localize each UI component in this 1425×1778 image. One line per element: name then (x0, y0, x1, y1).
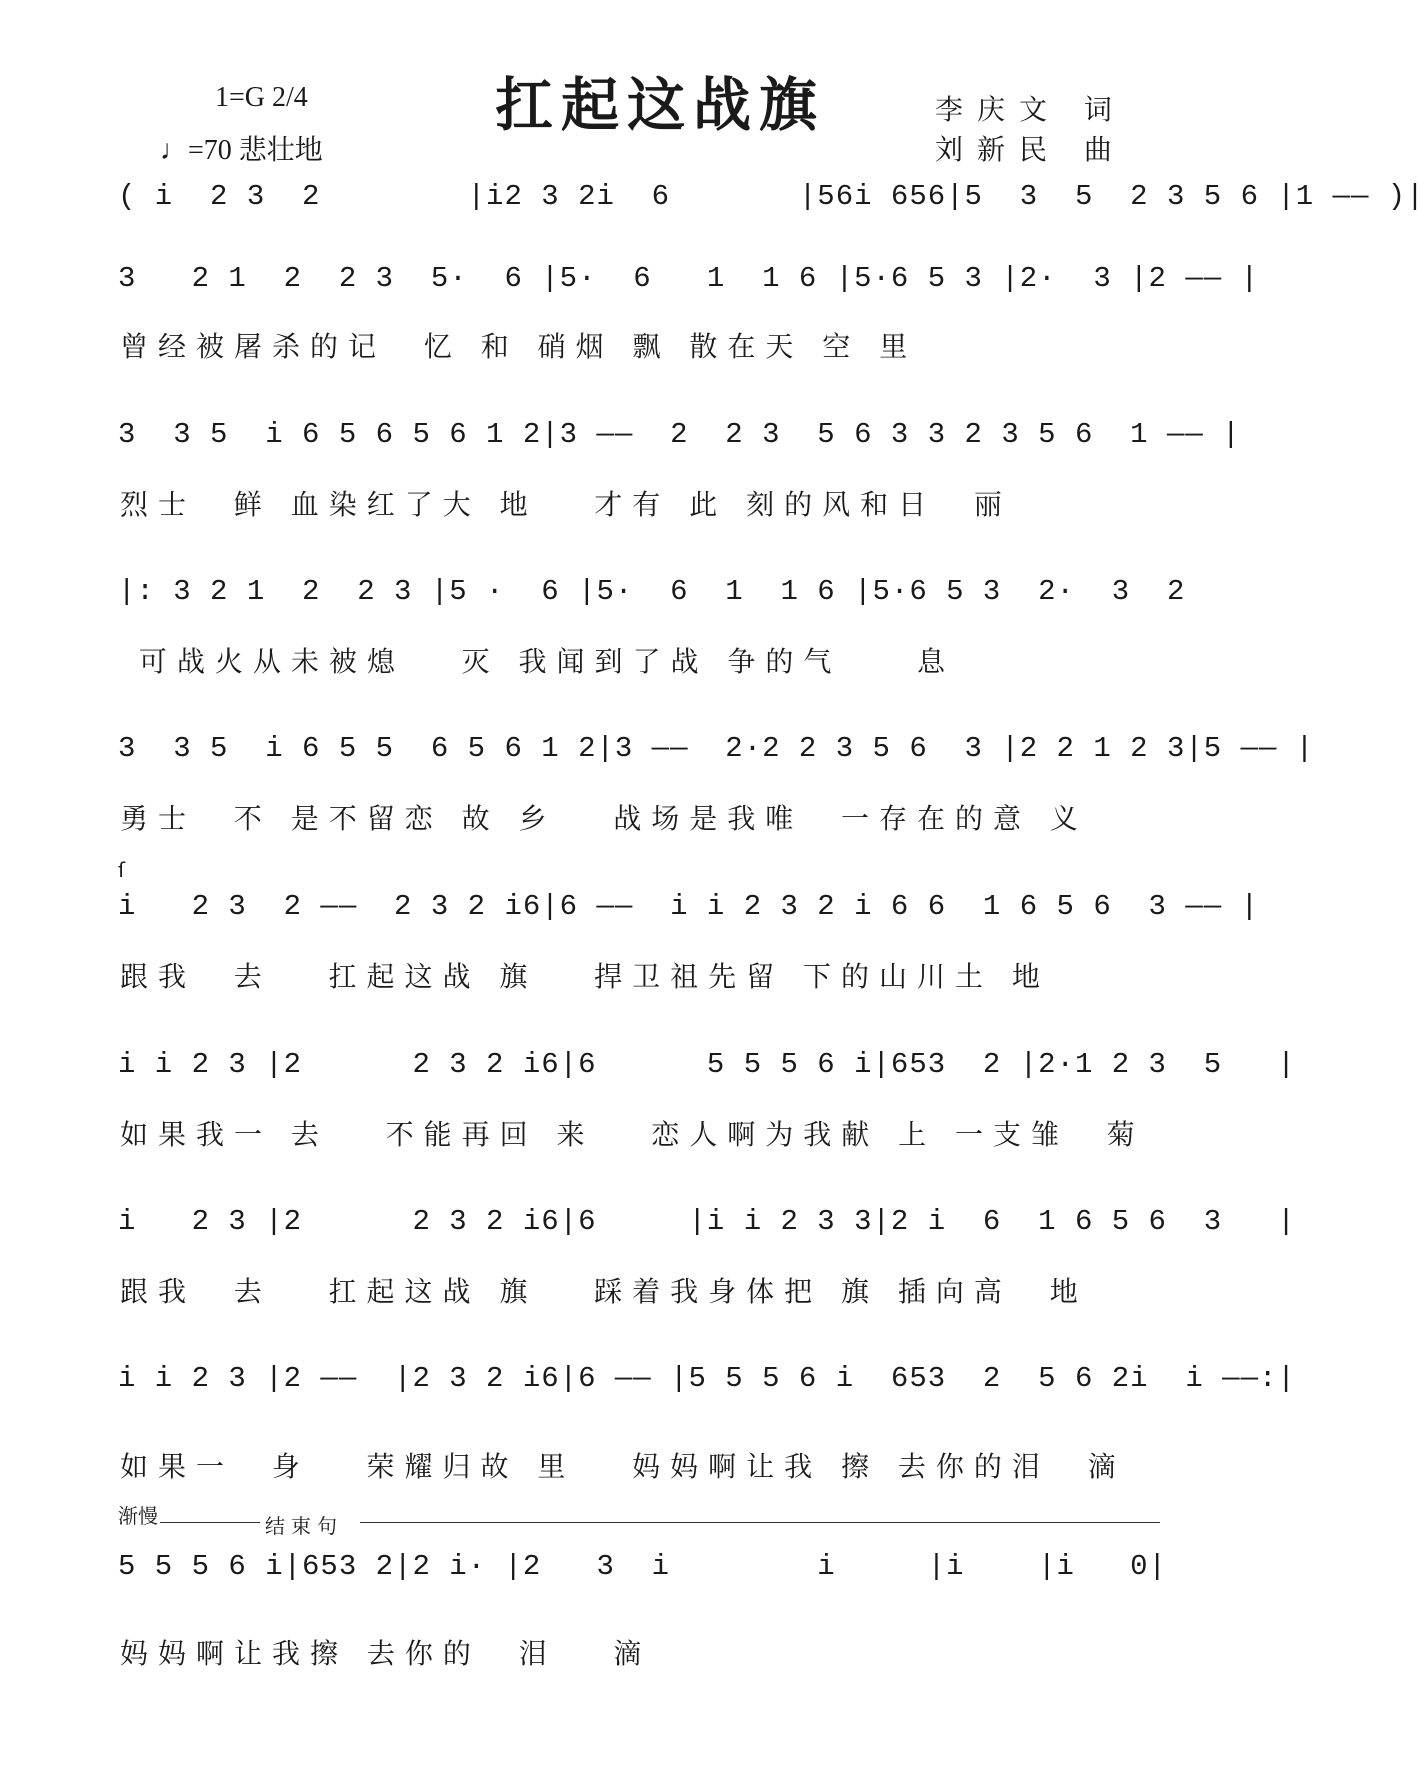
lyric-line-9: 如果一 身 荣耀归故 里 妈妈啊让我 擦 去你的泪 滴 (120, 1450, 1126, 1483)
notation-line-9: i i 2 3 |2 —— |2 3 2 i6|6 —— |5 5 5 6 i 653 2 5 6 2i i ——:| (118, 1362, 1296, 1395)
notation-line-1: ( i 2 3 2 |i2 3 2i 6 |56i 656|5 3 5 2 3 5 6 |1 —— )| (118, 180, 1425, 213)
lyric-line-3: 烈士 鲜 血染红了大 地 才有 此 刻的风和日 丽 (120, 488, 1012, 521)
notation-line-6: i 2 3 2 —— 2 3 2 i6|6 —— i i 2 3 2 i 6 6 1 6 5 6 3 —— | (118, 890, 1259, 923)
notation-line-5: 3 3 5 i 6 5 5 6 5 6 1 2|3 —— 2·2 2 3 5 6 3 |2 2 1 2 3|5 —— | (118, 732, 1315, 765)
notation-line-8: i 2 3 |2 2 3 2 i6|6 |i i 2 3 3|2 i 6 1 6 5 6 3 | (118, 1205, 1296, 1238)
ritardando-dash (160, 1522, 260, 1523)
notation-line-2: 3 2 1 2 2 3 5· 6 |5· 6 1 1 6 |5·6 5 3 |2· 3 |2 —— | (118, 262, 1259, 295)
composer-credit: 刘新民 曲 (935, 133, 1126, 166)
notation-line-7: i i 2 3 |2 2 3 2 i6|6 5 5 5 6 i|653 2 |2·1 2 3 5 | (118, 1048, 1296, 1081)
lyric-line-2: 曾经被屠杀的记 忆 和 硝烟 飘 散在天 空 里 (120, 330, 918, 363)
lyric-line-4: 可战火从未被熄 灭 我闻到了战 争的气 息 (120, 645, 956, 678)
ending-bracket-line (360, 1522, 1160, 1523)
ending-label: 结束句 (265, 1514, 343, 1538)
lyric-line-6: 跟我 去 扛起这战 旗 捍卫祖先留 下的山川土 地 (120, 960, 1050, 993)
lyricist-credit: 李庆文 词 (935, 93, 1126, 126)
lyric-line-5: 勇士 不 是不留恋 故 乡 战场是我唯 一存在的意 义 (120, 802, 1088, 835)
segno-mark: ſ (118, 858, 126, 882)
key-signature: 1=G 2/4 (215, 82, 308, 113)
notation-line-10: 5 5 5 6 i|653 2|2 i· |2 3 i i |i |i 0| (118, 1550, 1167, 1583)
lyric-line-10: 妈妈啊让我擦 去你的 泪 滴 (120, 1637, 652, 1670)
song-title: 扛起这战旗 (494, 71, 825, 139)
lyric-line-8: 跟我 去 扛起这战 旗 踩着我身体把 旗 插向高 地 (120, 1275, 1088, 1308)
lyric-line-7: 如果我一 去 不能再回 来 恋人啊为我献 上 一支雏 菊 (120, 1118, 1145, 1151)
ritardando-mark: 渐慢 (118, 1504, 158, 1528)
tempo-marking: ♩=70 悲壮地 (160, 135, 323, 166)
notation-line-4: |: 3 2 1 2 2 3 |5 · 6 |5· 6 1 1 6 |5·6 5 3 2· 3 2 (118, 575, 1186, 608)
notation-line-3: 3 3 5 i 6 5 6 5 6 1 2|3 —— 2 2 3 5 6 3 3 2 3 5 6 1 —— | (118, 418, 1241, 451)
